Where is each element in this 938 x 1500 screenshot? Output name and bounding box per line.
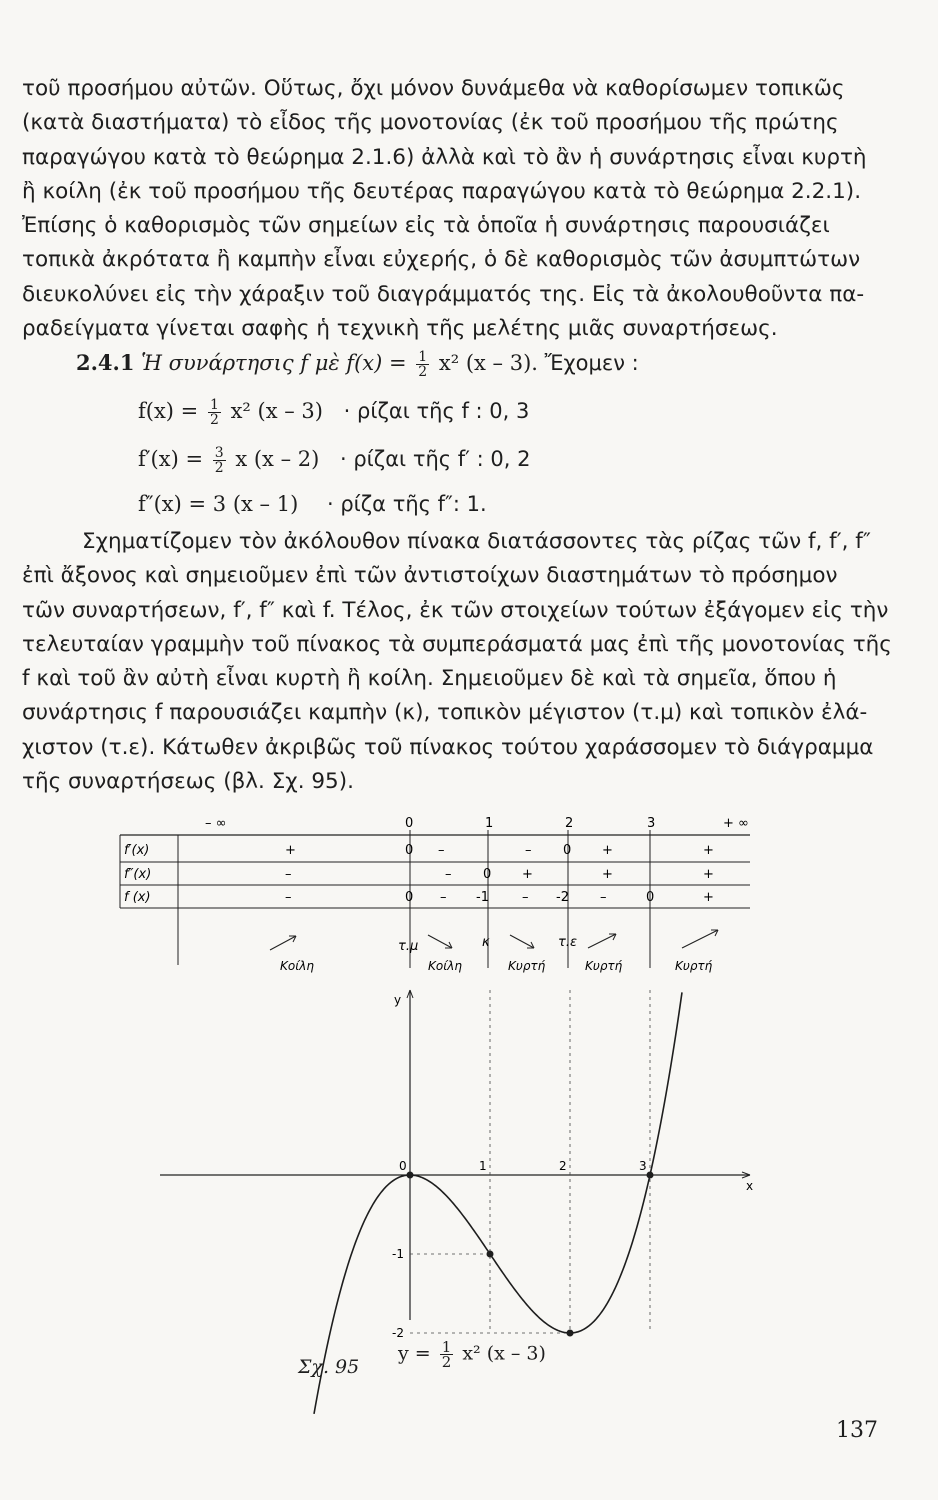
decreasing-arrow [510,935,534,948]
value-cell: -1 [476,890,489,905]
value-cell: + [703,890,714,905]
value-cell: – [285,890,292,905]
text-line: τῶν συναρτήσεων, f′, f″ καὶ f. Τέλος, ἐκ τῶν στοιχείων τούτων ἐξάγομεν εἰς τὴν [22,597,889,623]
text-line: (κατὰ διαστήματα) τὸ εἶδος τῆς μονοτονίας (ἐκ τοῦ προσήμου τῆς πρώτης [22,110,839,136]
sign-cell: 0 [563,843,572,858]
axis-label: 3 [647,816,656,831]
axis-label: – ∞ [205,816,227,831]
y-tick-label: -2 [392,1326,404,1340]
value-cell: 0 [405,890,414,905]
text-line: διευκολύνει εἰς τὴν χάραξιν τοῦ διαγράμματός της. Εἰς τὰ ἀκολουθοῦντα πα- [22,281,865,307]
sign-cell: – [285,867,292,882]
text-line: Ἐπίσης ὁ καθορισμὸς τῶν σημείων εἰς τὰ ὁποῖα ἡ συνάρτησις παρουσιάζει [22,213,830,239]
sign-table [120,810,760,985]
text-line: χιστον (τ.ε). Κάτωθεν ἀκριβῶς τοῦ πίνακος τούτου χαράσσομεν τὸ διάγραμμα [22,734,874,760]
equation-fdouble: f″(x) = 3 (x – 1) · ρίζα τῆς f″: 1. [138,492,487,516]
x-tick-label: 0 [399,1159,407,1173]
local-max-label: τ.μ [398,939,419,954]
conclusion-label: Κυρτή [585,959,623,973]
example-number: 2.4.1 [76,350,135,375]
text-line: f καὶ τοῦ ἂν αὐτὴ εἶναι κυρτὴ ἢ κοίλη. Σημειοῦμεν δὲ καὶ τὰ σημεῖα, ὅπου ἡ [22,666,837,692]
y-axis-label: y [394,993,402,1007]
equation-f: f(x) = $\frac{1}{2}$ x² (x – 3) · ρίζαι τῆς f : 0, 3 [138,397,530,428]
graph-axes [160,990,753,1320]
sign-cell: + [703,843,714,858]
x-tick-label: 3 [639,1159,647,1173]
row-label-f: f (x) [124,890,151,905]
text-line: τοῦ προσήμου αὐτῶν. Οὕτως, ὄχι μόνον δυνάμεθα νὰ καθορίσωμεν τοπικῶς [22,76,845,101]
conclusion-label: Κυρτή [508,959,546,973]
value-cell: 0 [646,890,655,905]
increasing-arrow [270,936,296,950]
sign-cell: – [445,867,452,882]
sign-cell: 0 [405,843,414,858]
axis-label: 0 [405,816,414,831]
marked-point [647,1172,654,1179]
value-cell: – [522,890,529,905]
roots-fdouble: · ρίζα τῆς f″: 1. [326,492,487,516]
x-tick-label: 2 [559,1159,567,1173]
increasing-arrow [682,930,718,948]
value-cell: – [440,890,447,905]
function-graph [160,990,780,1340]
conclusion-label: Κοίλη [280,959,314,973]
marked-point [487,1251,494,1258]
page-number: 137 [836,1418,878,1443]
axis-label: + ∞ [723,816,749,831]
marked-point [407,1172,414,1179]
x-axis-label: x [746,1179,754,1193]
text-line: ἢ κοίλη (ἐκ τοῦ προσήμου τῆς δευτέρας παραγώγου κατὰ τὸ θεώρημα 2.2.1). [22,178,862,204]
axis-label: 1 [485,816,494,831]
y-tick-label: -1 [392,1247,404,1261]
decreasing-arrow [428,935,452,948]
figure-label: Σχ. 95 [298,1356,360,1378]
sign-cell: – [525,843,532,858]
figure-caption-equation: y = $\frac{1}{2}$ x² (x – 3) [398,1338,546,1371]
inflection-label: κ [482,935,490,950]
sign-cell: + [522,867,533,882]
roots-fprime: · ρίζαι τῆς f′ : 0, 2 [340,447,531,471]
increasing-arrow [588,934,616,948]
sign-cell: + [703,867,714,882]
conclusion-label: Κοίλη [428,959,462,973]
sign-cell: 0 [483,867,492,882]
sign-cell: + [285,843,296,858]
text-line: παραγώγου κατὰ τὸ θεώρημα 2.1.6) ἀλλὰ καὶ τὸ ἂν ἡ συνάρτησις εἶναι κυρτὴ [22,144,867,170]
marked-point [567,1330,574,1337]
value-cell: – [600,890,607,905]
text-line: Σχηματίζομεν τὸν ἀκόλουθον πίνακα διατάσσοντες τὰς ρίζας τῶν f, f′, f″ [82,529,871,554]
sign-cell: + [602,867,613,882]
text-line: ἐπὶ ἄξονος καὶ σημειοῦμεν ἐπὶ τῶν ἀντιστοίχων διαστημάτων τὸ πρόσημον [22,563,838,589]
text-line: ραδείγματα γίνεται σαφὴς ἡ τεχνικὴ τῆς μελέτης μιᾶς συναρτήσεως. [22,316,778,342]
example-title: Ἡ συνάρτησις f μὲ f(x) = [141,351,407,375]
sign-cell: – [438,843,445,858]
paragraph-intro [22,72,877,346]
sign-cell: + [602,843,613,858]
row-label-fdouble: f″(x) [124,867,152,882]
roots-f: · ρίζαι τῆς f : 0, 3 [343,399,530,423]
fraction: $\frac{1}{2}$ [418,349,428,380]
axis-label: 2 [565,816,574,831]
value-cell: -2 [556,890,569,905]
x-tick-label: 1 [479,1159,487,1173]
text-line: συνάρτησις f παρουσιάζει καμπὴν (κ), τοπικὸν μέγιστον (τ.μ) καὶ τοπικὸν ἐλά- [22,700,868,726]
text-line: τελευταίαν γραμμὴν τοῦ πίνακος τὰ συμπεράσματά μας ἐπὶ τῆς μονοτονίας τῆς [22,631,892,657]
text-line: τῆς συναρτήσεως (βλ. Σχ. 95). [22,769,354,795]
echomen-text: Ἔχομεν : [544,351,639,375]
equation-fprime: f′(x) = $\frac{3}{2}$ x (x – 2) · ρίζαι τῆς f′ : 0, 2 [138,445,531,476]
example-title-tail: x² (x – 3). [438,351,538,375]
local-min-label: τ.ε [558,935,577,950]
paragraph-table-explanation [22,525,892,799]
text-line: τοπικὰ ἀκρότατα ἢ καμπὴν εἶναι εὐχερής, ὁ δὲ καθορισμὸς τῶν ἀσυμπτώτων [22,247,861,273]
example-heading [76,350,639,379]
conclusion-label: Κυρτή [675,959,713,973]
row-label-fprime: f′(x) [124,843,150,858]
